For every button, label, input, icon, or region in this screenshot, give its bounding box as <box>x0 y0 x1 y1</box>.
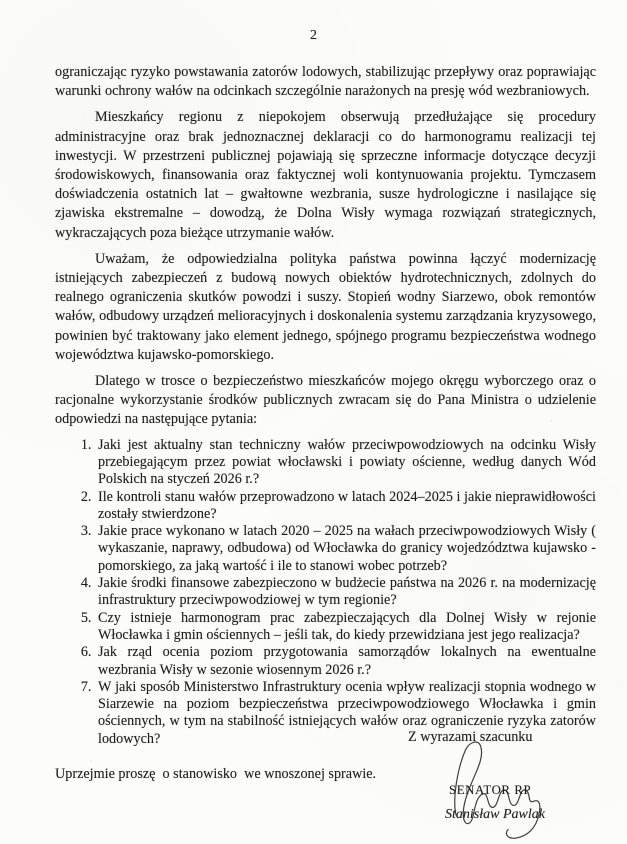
question-item: 3. Jakie prace wykonano w latach 2020 – 2025 na wałach przeciwpowodziowych Wisły ( wykaszanie, naprawy, odbudowa) od Włocławka do granicy wojedzództwa kujawsko - pomorskiego, za jaką wartość i ile to stanowi wobec potrzeb? <box>95 523 596 575</box>
handwritten-signature-icon <box>441 740 548 842</box>
paragraph-continuation: ograniczając ryzyko powstawania zatorów lodowych, stabilizując przepływy oraz poprawiając warunki ochrony wałów na odcinkach szczególnie narażonych na presję wód wezbraniowych. <box>55 64 596 100</box>
question-item: 4. Jakie środki finansowe zabezpieczono w budżecie państwa na 2026 r. na modernizację infrastruktury przeciwpowodziowej w tym regionie? <box>95 575 596 610</box>
paragraph-policy-opinion: Uważam, że odpowiedzialna polityka państwa powinna łączyć modernizację istniejących zabezpieczeń z budową nowych obiektów hydrotechnicznych, zdolnych do realnego ograniczenia skutków powodzi i suszy. Stopień wodny Siarzewo, obok remontów wałów, odbudowy urządzeń melioracyjnych i doskonalenia systemu zarządzania kryzysowego, powinien być traktowany jako element jednego, spójnego programu bezpieczeństwa wodnego województwa kujawsko-pomorskiego. <box>55 250 596 363</box>
question-item: 6. Jak rząd ocenia poziom przygotowania samorządów lokalnych na ewentualne wezbrania Wisły w sezonie wiosennym 2026 r.? <box>95 644 596 679</box>
questions-list <box>55 437 596 748</box>
salutation: Z wyrazami szacunku <box>408 729 533 745</box>
question-item: 1. Jaki jest aktualny stan techniczny wałów przeciwpowodziowych na odcinku Wisły przebiegającym przez powiat włocławski i powiaty ościenne, według danych Wód Polskich na styczeń 2026 r.? <box>95 437 596 489</box>
signer-title: SENATOR RP <box>449 783 532 797</box>
page-number: 2 <box>310 28 317 43</box>
question-item: 7. W jaki sposób Ministerstwo Infrastruktury ocenia wpływ realizacji stopnia wodnego w Siarzewie na poziom bezpieczeństwa przeciwpowodziowego Włocławka i gmin ościennych, w tym na stabilność istniejących wałów oraz ograniczenie ryzyka zatorów lodowych? <box>95 679 596 748</box>
paragraph-questions-intro: Dlatego w trosce o bezpieczeństwo mieszkańców mojego okręgu wyborczego oraz o racjonalne wykorzystanie środków publicznych zwracam się do Pana Ministra o udzielenie odpowiedzi na następujące pytania: <box>55 373 596 428</box>
question-item: 5. Czy istnieje harmonogram prac zabezpieczających dla Dolnej Wisły w rejonie Włocławka i gmin ościennych – jeśli tak, do kiedy przewidziana jest jego realizacja? <box>95 610 596 645</box>
question-item: 2. Ile kontroli stanu wałów przeprowadzono w latach 2024–2025 i jakie nieprawidłowości zostały stwierdzone? <box>95 489 596 524</box>
paragraph-residents-concern: Mieszkańcy regionu z niepokojem obserwują przedłużające się procedury administracyjne oraz brak jednoznacznej deklaracji co do harmonogramu realizacji tej inwestycji. W przestrzeni publicznej pojawiają się sprzeczne informacje dotyczące decyzji środowiskowych, finansowania oraz faktycznej woli kontynuowania projektu. Tymczasem doświadczenia ostatnich lat – gwałtowne wezbrania, susze hydrologiczne i nasilające się zjawiska ekstremalne – dowodzą, że Dolna Wisły wymaga rozwiązań strategicznych, wykraczających poza bieżące utrzymanie wałów. <box>55 109 596 241</box>
request-line: Uprzejmie proszę o stanowisko we wnoszonej sprawie. <box>55 766 377 782</box>
signer-name: Stanisław Pawlak <box>445 807 545 822</box>
letter-body <box>55 63 596 798</box>
